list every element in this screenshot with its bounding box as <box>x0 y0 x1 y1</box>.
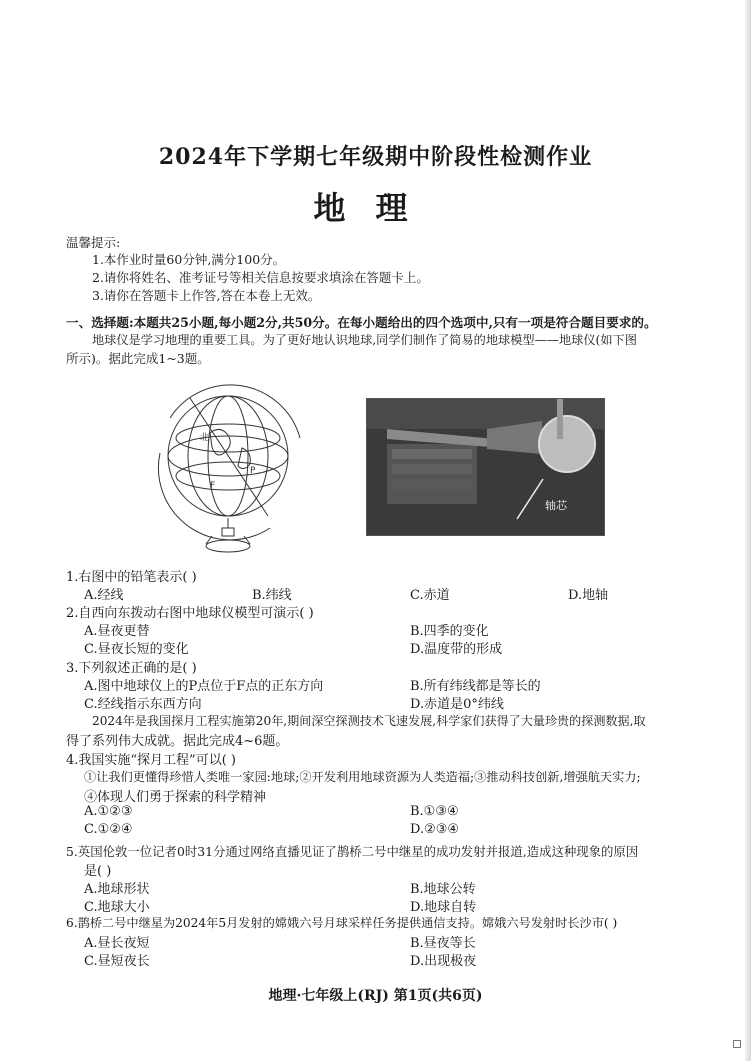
passage-text: 2024年是我国探月工程实施第20年,期间深空探测技术飞速发展,科学家们获得了大量珍贵的探测数据,取 <box>92 714 646 728</box>
option: B.所有纬线都是等长的 <box>410 679 541 694</box>
option: C.①②④ <box>84 822 133 837</box>
option: D.地球自转 <box>410 900 477 915</box>
option: C.经线指示东西方向 <box>84 697 202 712</box>
intro-text: 地球仪是学习地理的重要工具。为了更好地认识地球,同学们制作了简易的地球模型——地球仪(如下图 <box>92 333 637 347</box>
option: C.赤道 <box>410 588 450 603</box>
notice-item: 2.请你将姓名、准考证号等相关信息按要求填涂在答题卡上。 <box>92 270 429 285</box>
option: D.地轴 <box>568 588 609 603</box>
option: D.出现极夜 <box>410 954 477 969</box>
option: D.温度带的形成 <box>410 642 503 657</box>
notice-heading: 温馨提示: <box>66 235 121 250</box>
question-text: ④体现人们勇于探索的科学精神 <box>84 790 267 805</box>
globe-icon <box>150 378 310 558</box>
option: B.纬线 <box>252 588 292 603</box>
page-footer: 地理·七年级上(RJ) 第1页(共6页) <box>268 988 483 1004</box>
option: B.四季的变化 <box>410 624 489 639</box>
exam-title: 2024年下学期七年级期中阶段性检测作业 <box>158 144 593 170</box>
notice-item: 1.本作业时量60分钟,满分100分。 <box>92 252 286 267</box>
option: A.昼长夜短 <box>84 936 150 951</box>
option: C.昼短夜长 <box>84 954 150 969</box>
question-stem: 5.英国伦敦一位记者0时31分通过网络直播见证了鹊桥二号中继星的成功发射并报道,造成这种现象的原因 <box>66 844 639 859</box>
question-stem: 3.下列叙述正确的是( ) <box>66 661 197 676</box>
option: A.图中地球仪上的P点位于F点的正东方向 <box>84 679 324 694</box>
notice-item: 3.请你在答题卡上作答,答在本卷上无效。 <box>92 288 321 303</box>
photo-image <box>367 399 604 535</box>
question-text: ①让我们更懂得珍惜人类唯一家园:地球;②开发利用地球资源为人类造福;③推动科技创新,增强航天实力; <box>84 770 641 784</box>
svg-text:P: P <box>250 466 256 476</box>
option: C.地球大小 <box>84 900 150 915</box>
question-stem: 4.我国实施“探月工程”可以( ) <box>66 753 236 768</box>
svg-text:北: 北 <box>200 433 210 443</box>
svg-text:F: F <box>210 481 216 491</box>
question-stem: 6.鹊桥二号中继星为2024年5月发射的嫦娥六号月球采样任务提供通信支持。嫦娥六号发射时长沙市( ) <box>66 916 618 930</box>
option: B.①③④ <box>410 804 459 819</box>
scan-marker <box>733 1040 741 1048</box>
option: D.赤道是0°纬线 <box>410 697 504 712</box>
model-photo <box>366 398 605 536</box>
option: B.地球公转 <box>410 882 476 897</box>
subject-title: 地理 <box>313 189 438 227</box>
option: C.昼夜长短的变化 <box>84 642 189 657</box>
question-stem: 1.右图中的铅笔表示( ) <box>66 570 197 585</box>
section-heading: 一、选择题:本题共25小题,每小题2分,共50分。在每小题给出的四个选项中,只有一项是符合题目要求的。 <box>66 315 657 330</box>
intro-text: 所示)。据此完成1~3题。 <box>66 351 210 366</box>
option: A.地球形状 <box>84 882 150 897</box>
option: A.①②③ <box>84 804 133 819</box>
option: B.昼夜等长 <box>410 936 476 951</box>
option: D.②③④ <box>410 822 460 837</box>
passage-text: 得了系列伟大成就。据此完成4~6题。 <box>66 734 289 749</box>
question-stem: 2.自西向东拨动右图中地球仪模型可演示( ) <box>66 606 314 621</box>
globe-illustration <box>150 378 310 558</box>
photo-label: 轴芯 <box>545 499 567 512</box>
question-stem: 是( ) <box>84 864 112 879</box>
option: A.经线 <box>84 588 124 603</box>
option: A.昼夜更替 <box>84 624 150 639</box>
